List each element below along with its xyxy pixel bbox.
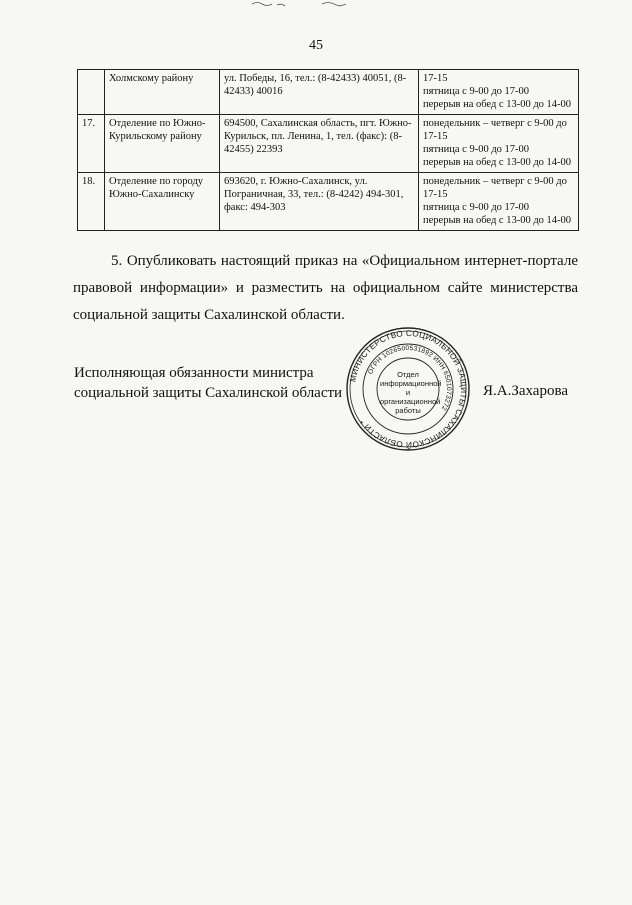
top-edge-marks bbox=[222, 0, 372, 10]
table-row bbox=[78, 115, 579, 173]
row-number: 18. bbox=[78, 173, 105, 231]
hours-line: перерыв на обед с 13-00 до 14-00 bbox=[423, 157, 572, 168]
office-name: Холмскому району bbox=[105, 70, 220, 115]
office-hours bbox=[419, 115, 579, 173]
seal-center bbox=[380, 370, 442, 415]
official-seal bbox=[345, 326, 471, 452]
hours-line: пятница с 9-00 до 17-00 bbox=[423, 202, 530, 213]
hours-line: пятница с 9-00 до 17-00 bbox=[423, 144, 530, 155]
position-line: социальной защиты Сахалинской области bbox=[74, 385, 343, 401]
office-name: Отделение по Южно-Курильскому району bbox=[105, 115, 220, 173]
seal-center-line: Отдел bbox=[397, 370, 419, 379]
office-name: Отделение по городу Южно-Сахалинску bbox=[105, 173, 220, 231]
signatory-name: Я.А.Захарова bbox=[483, 383, 569, 399]
hours-line: перерыв на обед с 13-00 до 14-00 bbox=[423, 215, 572, 226]
signatory-position bbox=[74, 363, 342, 403]
seal-center-line: и организационной bbox=[380, 388, 441, 406]
office-address: 693620, г. Южно-Сахалинск, ул. Пограничная, 33, тел.: (8-4242) 494-301, факс: 494-303 bbox=[220, 173, 419, 231]
office-address: ул. Победы, 16, тел.: (8-42433) 40051, (8-42433) 40016 bbox=[220, 70, 419, 115]
seal-center-line: информационной bbox=[380, 379, 442, 388]
office-hours bbox=[419, 70, 579, 115]
office-address: 694500, Сахалинская область, пгт. Южно-Курильск, пл. Ленина, 1, тел. (факс): (8-42455) 22393 bbox=[220, 115, 419, 173]
table-row bbox=[78, 173, 579, 231]
office-hours bbox=[419, 173, 579, 231]
hours-line: 17-15 bbox=[423, 73, 448, 84]
hours-line: перерыв на обед с 13-00 до 14-00 bbox=[423, 99, 572, 110]
page-number: 45 bbox=[309, 38, 323, 53]
hours-line: пятница с 9-00 до 17-00 bbox=[423, 86, 530, 97]
seal-ring-text: МИНИСТЕРСТВО СОЦИАЛЬНОЙ ЗАЩИТЫ САХАЛИНСКОЙ ОБЛАСТИ * bbox=[348, 328, 469, 450]
seal-inner-text: ОГРН 1026500531892 ИНН 6501073272 bbox=[367, 344, 453, 412]
table-row bbox=[78, 70, 579, 115]
publication-paragraph: 5. Опубликовать настоящий приказ на «Официальном интернет-портале правовой информации» и разместить на официальном сайте министерства социальной защиты Сахалинской области. bbox=[73, 253, 578, 323]
hours-line: понедельник – четверг с 9-00 до 17-15 bbox=[423, 118, 567, 142]
hours-line: понедельник – четверг с 9-00 до 17-15 bbox=[423, 176, 567, 200]
row-number: 17. bbox=[78, 115, 105, 173]
row-number bbox=[78, 70, 105, 115]
offices-table bbox=[77, 69, 579, 231]
position-line: Исполняющая обязанности министра bbox=[74, 365, 314, 381]
seal-center-line: работы bbox=[395, 406, 421, 415]
